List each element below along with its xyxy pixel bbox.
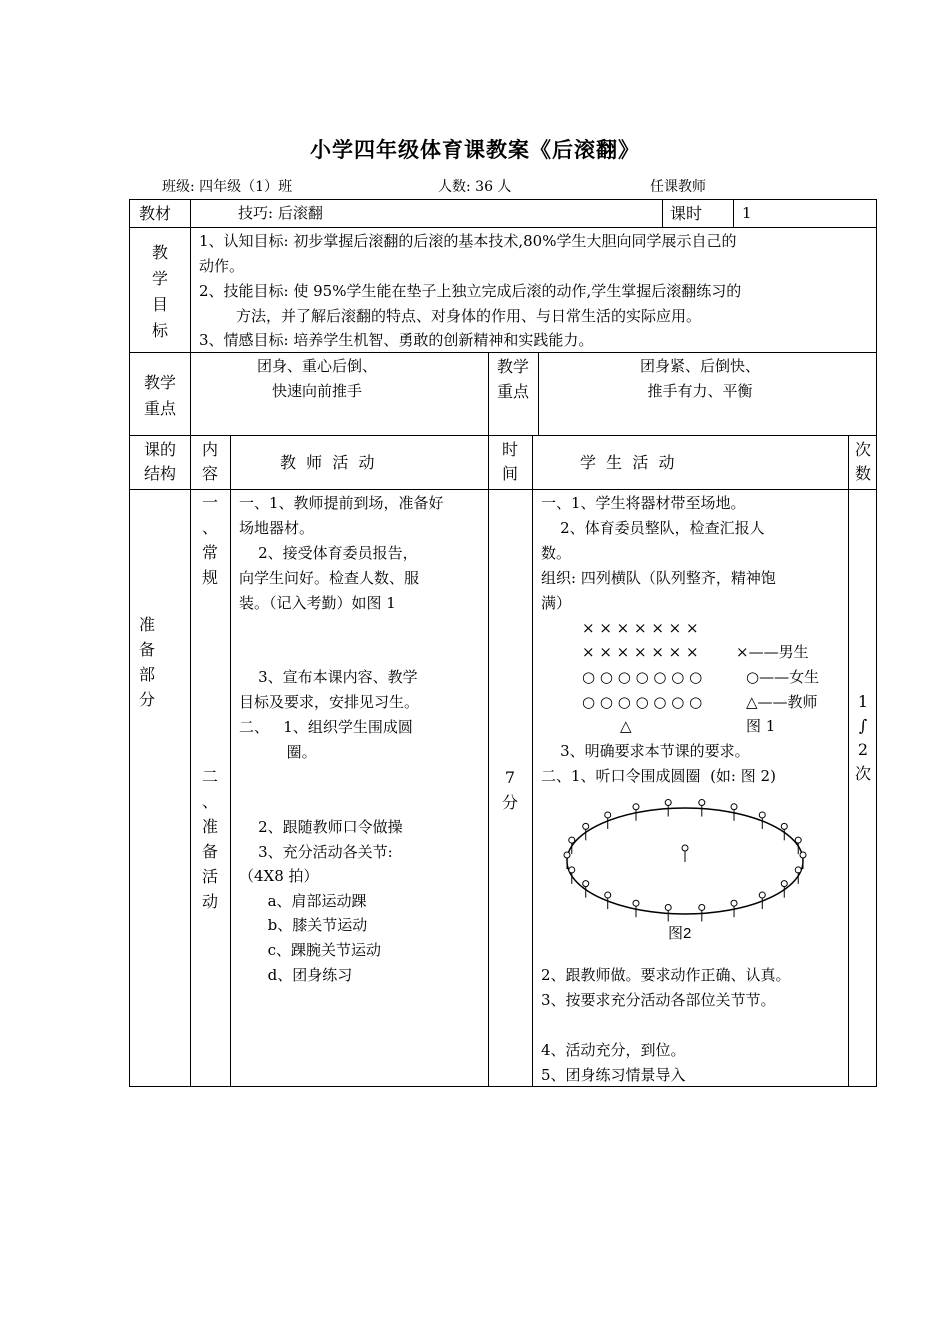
student-count: 人数: 36 人 bbox=[438, 179, 512, 195]
goal-line: 1、认知目标: 初步掌握后滚翻的后滚的基本技术,80%学生大胆向同学展示自己的 bbox=[199, 232, 737, 250]
content-warmup: 二 、 准 备 活 动 bbox=[201, 767, 218, 911]
student-figure bbox=[564, 852, 570, 869]
page-title: 小学四年级体育课教案《后滚翻》 bbox=[310, 137, 640, 162]
hours-value: 1 bbox=[742, 204, 752, 222]
class-info: 班级: 四年级（1）班 bbox=[162, 179, 293, 195]
material-value: 技巧: 后滚翻 bbox=[238, 204, 323, 222]
key-text: 团身紧、后倒快、 推手有力、平衡 bbox=[639, 357, 760, 400]
header-structure: 课的 结构 bbox=[143, 440, 176, 483]
section-time: 7 分 bbox=[501, 768, 518, 812]
header-content: 内 容 bbox=[201, 440, 218, 483]
student-figure bbox=[795, 867, 801, 884]
student-figure bbox=[682, 845, 688, 862]
hours-label: 课时 bbox=[670, 204, 703, 223]
goal-line: 2、技能目标: 使 95%学生能在垫子上独立完成后滚的动作,学生掌握后滚翻练习的 bbox=[199, 282, 742, 300]
goal-line: 3、情感目标: 培养学生机智、勇敢的创新精神和实践能力。 bbox=[199, 331, 594, 349]
focus-label: 教学 重点 bbox=[143, 373, 176, 418]
student-figure bbox=[781, 881, 787, 898]
header-times: 次 数 bbox=[854, 440, 871, 483]
section-times: 1 ∫ 2 次 bbox=[854, 692, 871, 783]
goal-line: 动作。 bbox=[199, 257, 245, 275]
header-teacher: 教 师 活 动 bbox=[280, 453, 375, 472]
teacher-label: 任课教师 bbox=[650, 179, 706, 195]
student-figure bbox=[569, 867, 575, 884]
header-time: 时 间 bbox=[501, 440, 518, 483]
figure-2-caption: 图2 bbox=[668, 925, 692, 942]
header-student: 学 生 活 动 bbox=[580, 453, 675, 472]
student-figure bbox=[583, 881, 589, 898]
key-label: 教学 重点 bbox=[496, 357, 529, 401]
goal-line: 方法，并了解后滚翻的特点、对身体的作用、与日常生活的实际应用。 bbox=[236, 307, 702, 325]
focus-text: 团身、重心后倒、 快速向前推手 bbox=[256, 357, 377, 400]
goals-label: 教 学 目 标 bbox=[151, 243, 168, 340]
circle-formation-figure bbox=[550, 786, 820, 946]
student-figure bbox=[800, 852, 806, 869]
student-figure bbox=[583, 823, 589, 840]
section-name: 准 备 部 分 bbox=[138, 615, 155, 709]
student-figure bbox=[781, 823, 787, 840]
material-label: 教材 bbox=[139, 204, 172, 223]
content-routine: 一 、 常 规 bbox=[201, 493, 218, 587]
